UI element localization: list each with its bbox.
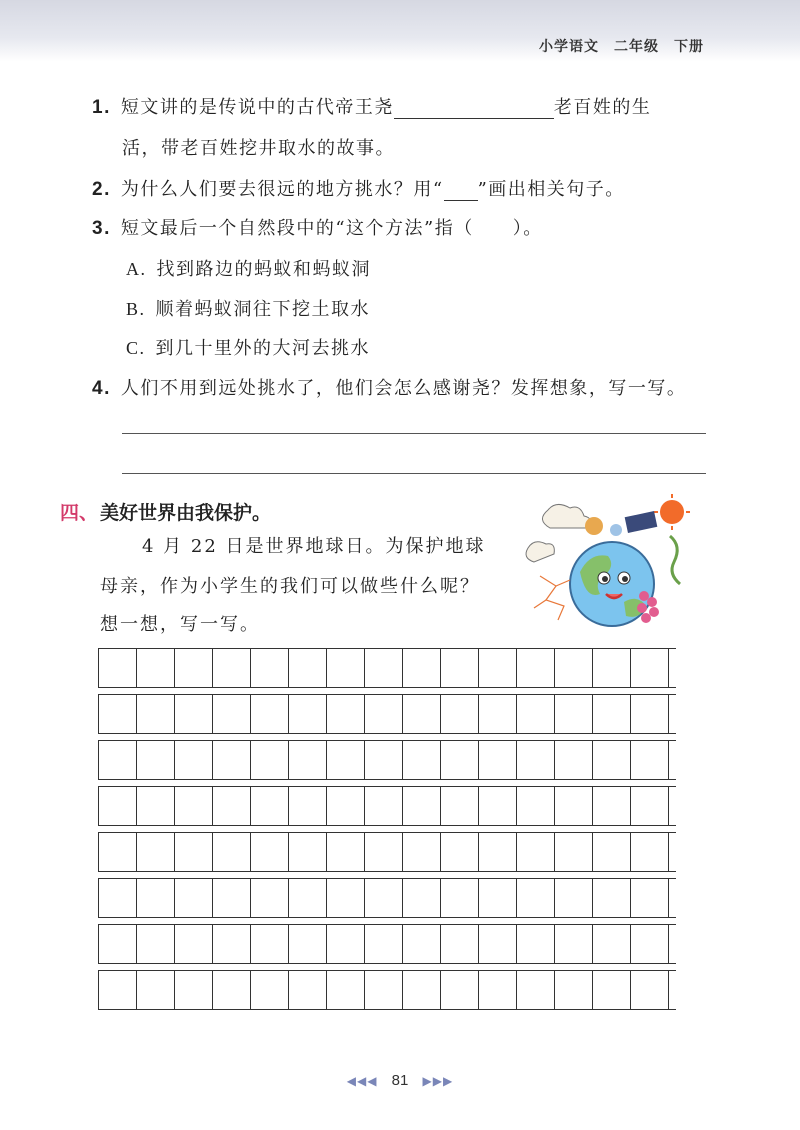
grid-cell[interactable]	[517, 649, 555, 687]
cloud-icon	[526, 542, 554, 562]
grid-cell[interactable]	[517, 833, 555, 871]
grid-cell[interactable]	[99, 695, 137, 733]
question-number: 2.	[92, 179, 111, 200]
grid-cell[interactable]	[479, 649, 517, 687]
grid-cell[interactable]	[555, 925, 593, 963]
grid-cell[interactable]	[289, 649, 327, 687]
grid-cell[interactable]	[631, 787, 669, 825]
grid-cell[interactable]	[555, 879, 593, 917]
grid-row	[98, 832, 676, 872]
grid-cell[interactable]	[631, 695, 669, 733]
network-lines	[534, 576, 570, 620]
grid-cell[interactable]	[479, 971, 517, 1009]
cloud-icon	[542, 504, 591, 528]
right-arrows-icon: ▶▶▶	[422, 1074, 454, 1088]
grid-cell[interactable]	[213, 649, 251, 687]
grid-cell[interactable]	[631, 971, 669, 1009]
grid-cell[interactable]	[441, 787, 479, 825]
grid-cell[interactable]	[137, 833, 175, 871]
option-label: A.	[126, 259, 147, 279]
grid-cell[interactable]	[289, 833, 327, 871]
grid-cell[interactable]	[441, 741, 479, 779]
grid-cell[interactable]	[289, 741, 327, 779]
page-number: 81	[391, 1072, 409, 1089]
grid-cell[interactable]	[289, 879, 327, 917]
grid-cell[interactable]	[175, 787, 213, 825]
grid-cell[interactable]	[631, 879, 669, 917]
grid-cell[interactable]	[479, 925, 517, 963]
grid-cell[interactable]	[517, 695, 555, 733]
grid-cell[interactable]	[327, 971, 365, 1009]
grid-row	[98, 648, 676, 688]
grid-cell[interactable]	[631, 925, 669, 963]
grid-row	[98, 924, 676, 964]
grid-cell[interactable]	[289, 925, 327, 963]
grid-cell[interactable]	[137, 925, 175, 963]
question-text: ”画出相关句子。	[477, 179, 625, 200]
grid-cell[interactable]	[593, 695, 631, 733]
grid-cell[interactable]	[251, 833, 289, 871]
grid-cell[interactable]	[365, 741, 403, 779]
grid-cell[interactable]	[365, 695, 403, 733]
grid-cell[interactable]	[365, 649, 403, 687]
grid-cell[interactable]	[555, 741, 593, 779]
grid-cell[interactable]	[251, 741, 289, 779]
option-label: C.	[126, 338, 146, 358]
grid-cell[interactable]	[517, 787, 555, 825]
grid-cell[interactable]	[137, 879, 175, 917]
grid-cell[interactable]	[479, 741, 517, 779]
question-1	[92, 93, 651, 119]
earth-illustration	[520, 492, 696, 640]
grid-cell[interactable]	[631, 741, 669, 779]
question-text: 短文讲的是传说中的古代帝王尧	[120, 97, 394, 118]
option-c[interactable]	[126, 334, 370, 360]
section-heading: 美好世界由我保护。	[100, 502, 272, 524]
grid-cell[interactable]	[99, 833, 137, 871]
grid-cell[interactable]	[593, 879, 631, 917]
earth-icon	[570, 542, 654, 626]
grid-cell[interactable]	[251, 787, 289, 825]
grid-cell[interactable]	[479, 833, 517, 871]
grid-row	[98, 786, 676, 826]
question-1-cont: 活，带老百姓挖井取水的故事。	[122, 138, 395, 159]
balloon-icon	[610, 524, 622, 536]
book-title: 小学语文 二年级 下册	[539, 39, 704, 55]
grid-cell[interactable]	[517, 879, 555, 917]
prompt-line: 想一想，写一写。	[100, 614, 260, 635]
grid-cell[interactable]	[175, 695, 213, 733]
question-number: 4.	[92, 378, 111, 399]
grid-cell[interactable]	[213, 879, 251, 917]
grid-cell[interactable]	[137, 649, 175, 687]
grid-cell[interactable]	[251, 879, 289, 917]
grid-cell[interactable]	[403, 971, 441, 1009]
prompt-line: 4 月 22 日是世界地球日。为保护地球	[142, 536, 486, 557]
grid-cell[interactable]	[365, 833, 403, 871]
option-text: 到几十里外的大河去挑水	[155, 338, 371, 359]
grid-cell[interactable]	[175, 925, 213, 963]
grid-cell[interactable]	[555, 833, 593, 871]
grid-cell[interactable]	[403, 787, 441, 825]
section-number: 四、	[60, 502, 99, 524]
question-text: 短文最后一个自然段中的“这个方法”指（ ）。	[120, 218, 543, 239]
grid-cell[interactable]	[479, 879, 517, 917]
grid-cell[interactable]	[593, 833, 631, 871]
grid-cell[interactable]	[137, 741, 175, 779]
grid-cell[interactable]	[137, 971, 175, 1009]
grid-cell[interactable]	[99, 879, 137, 917]
answer-line[interactable]	[122, 473, 706, 474]
question-text: 老百姓的生	[553, 97, 652, 118]
option-b[interactable]	[126, 295, 370, 321]
grid-cell[interactable]	[365, 925, 403, 963]
grid-cell[interactable]	[517, 741, 555, 779]
grid-cell[interactable]	[441, 925, 479, 963]
grid-cell[interactable]	[593, 925, 631, 963]
answer-blank[interactable]	[394, 100, 554, 119]
grid-cell[interactable]	[251, 695, 289, 733]
grid-cell[interactable]	[403, 695, 441, 733]
grid-cell[interactable]	[403, 833, 441, 871]
grid-cell[interactable]	[441, 879, 479, 917]
question-number: 1.	[92, 97, 111, 118]
grid-cell[interactable]	[99, 971, 137, 1009]
grid-cell[interactable]	[555, 695, 593, 733]
grid-cell[interactable]	[289, 787, 327, 825]
grid-cell[interactable]	[365, 787, 403, 825]
option-a[interactable]	[126, 255, 371, 281]
question-text: 为什么人们要去很远的地方挑水？用“	[120, 179, 444, 200]
writing-grid[interactable]	[98, 648, 676, 1016]
grid-row	[98, 878, 676, 918]
grid-cell[interactable]	[99, 925, 137, 963]
grid-cell[interactable]	[175, 879, 213, 917]
grid-cell[interactable]	[517, 925, 555, 963]
grid-cell[interactable]	[403, 741, 441, 779]
grid-cell[interactable]	[289, 695, 327, 733]
grid-cell[interactable]	[327, 787, 365, 825]
grid-cell[interactable]	[99, 741, 137, 779]
grid-cell[interactable]	[175, 649, 213, 687]
grid-cell[interactable]	[213, 787, 251, 825]
question-text: 人们不用到远处挑水了，他们会怎么感谢尧？发挥想象，写一写。	[120, 378, 687, 399]
grid-cell[interactable]	[555, 971, 593, 1009]
question-2	[92, 175, 625, 201]
grid-cell[interactable]	[403, 649, 441, 687]
grid-cell[interactable]	[175, 833, 213, 871]
grid-cell[interactable]	[251, 649, 289, 687]
grid-row	[98, 740, 676, 780]
grid-cell[interactable]	[403, 925, 441, 963]
grid-cell[interactable]	[517, 971, 555, 1009]
question-4	[92, 374, 686, 400]
grid-cell[interactable]	[593, 741, 631, 779]
grid-cell[interactable]	[137, 787, 175, 825]
grid-cell[interactable]	[213, 695, 251, 733]
grid-cell[interactable]	[441, 695, 479, 733]
answer-line[interactable]	[122, 433, 706, 434]
grid-cell[interactable]	[593, 649, 631, 687]
grid-cell[interactable]	[441, 833, 479, 871]
balloon-icon	[585, 517, 603, 535]
grid-cell[interactable]	[441, 649, 479, 687]
grid-cell[interactable]	[327, 695, 365, 733]
grid-cell[interactable]	[99, 787, 137, 825]
grid-cell[interactable]	[479, 695, 517, 733]
grid-cell[interactable]	[213, 971, 251, 1009]
plant-icon	[670, 536, 680, 584]
grid-cell[interactable]	[213, 741, 251, 779]
section-title	[60, 498, 271, 525]
grid-cell[interactable]	[99, 649, 137, 687]
option-text: 找到路边的蚂蚁和蚂蚁洞	[156, 259, 371, 280]
prompt-line: 母亲，作为小学生的我们可以做些什么呢？	[100, 576, 480, 597]
sun-icon	[660, 500, 684, 524]
grid-cell[interactable]	[327, 925, 365, 963]
grid-cell[interactable]	[593, 971, 631, 1009]
solar-panel-icon	[625, 511, 658, 533]
question-3	[92, 214, 543, 240]
grid-cell[interactable]	[631, 649, 669, 687]
page-footer	[0, 1072, 800, 1089]
grid-cell[interactable]	[327, 649, 365, 687]
grid-row	[98, 694, 676, 734]
option-label: B.	[126, 299, 146, 319]
grid-row	[98, 970, 676, 1010]
underline-sample	[444, 184, 478, 201]
grid-cell[interactable]	[213, 925, 251, 963]
grid-cell[interactable]	[403, 879, 441, 917]
grid-cell[interactable]	[631, 833, 669, 871]
option-text: 顺着蚂蚁洞往下挖土取水	[155, 299, 371, 320]
left-arrows-icon: ◀◀◀	[346, 1074, 378, 1088]
grid-cell[interactable]	[327, 741, 365, 779]
grid-cell[interactable]	[213, 833, 251, 871]
grid-cell[interactable]	[251, 971, 289, 1009]
question-number: 3.	[92, 218, 111, 239]
grid-cell[interactable]	[593, 787, 631, 825]
grid-cell[interactable]	[175, 741, 213, 779]
grid-cell[interactable]	[327, 879, 365, 917]
grid-cell[interactable]	[365, 971, 403, 1009]
grid-cell[interactable]	[555, 649, 593, 687]
grid-cell[interactable]	[479, 787, 517, 825]
grid-cell[interactable]	[327, 833, 365, 871]
grid-cell[interactable]	[441, 971, 479, 1009]
grid-cell[interactable]	[175, 971, 213, 1009]
grid-cell[interactable]	[251, 925, 289, 963]
grid-cell[interactable]	[555, 787, 593, 825]
grid-cell[interactable]	[289, 971, 327, 1009]
grid-cell[interactable]	[137, 695, 175, 733]
grid-cell[interactable]	[365, 879, 403, 917]
